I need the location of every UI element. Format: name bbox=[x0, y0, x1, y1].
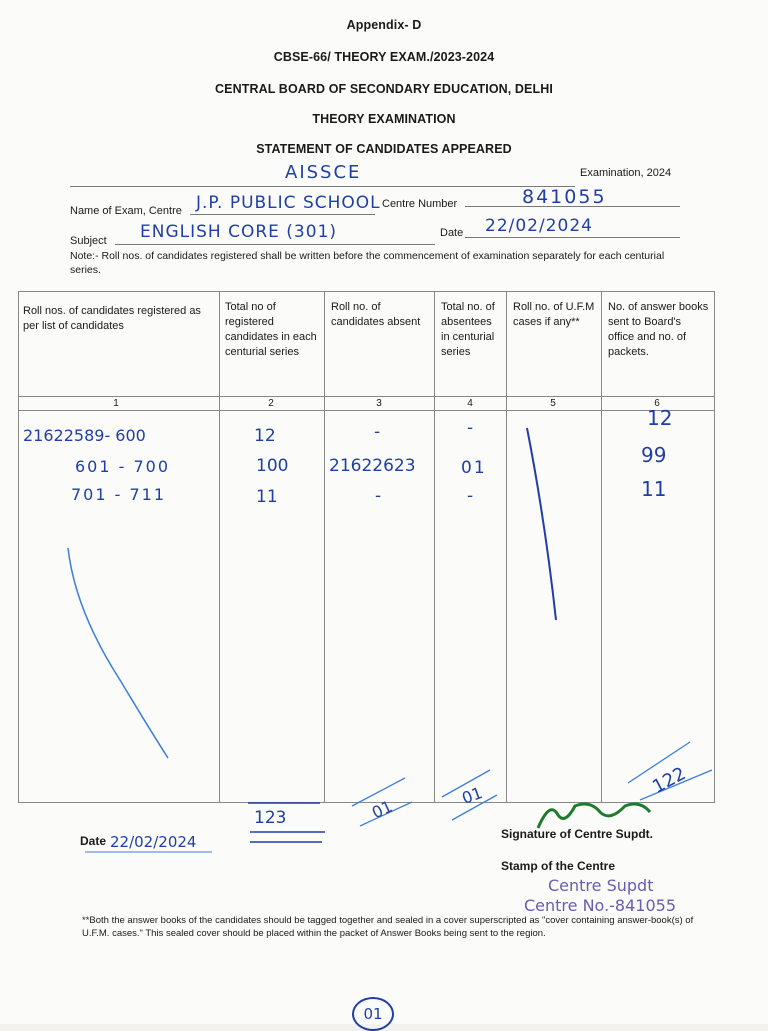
col-header-ufm: Roll no. of U.F.M cases if any** bbox=[513, 301, 595, 328]
subject-label: Subject bbox=[70, 235, 107, 247]
col-header-absent-roll: Roll no. of candidates absent bbox=[331, 301, 421, 328]
row-1-roll: 21622589- 600 bbox=[23, 426, 146, 445]
centre-number-label: Centre Number bbox=[382, 198, 458, 210]
col-header-absentees: Total no. of absentees in centurial series bbox=[441, 301, 495, 358]
page-number: 01 bbox=[352, 997, 394, 1031]
total-books-sum: 122 bbox=[649, 763, 690, 798]
col-header-roll-nos: Roll nos. of candidates registered as per list of candidates bbox=[23, 305, 201, 332]
col-number: 2 bbox=[268, 398, 274, 409]
row-2-roll: 601 - 700 bbox=[75, 457, 171, 476]
footer-date-label: Date bbox=[80, 834, 107, 848]
stamp-line-1: Centre Supdt bbox=[548, 876, 654, 895]
cancel-stroke bbox=[527, 428, 556, 620]
footnote: **Both the answer books of the candidates should be tagged together and sealed in a cover superscripted as "cover containing answer-book(s) of U.F.M. cases." This sealed cover should be placed within the packet of Answer Books being sent to the region. bbox=[82, 915, 694, 939]
centre-name-value: J.P. PUBLIC SCHOOL bbox=[196, 193, 381, 213]
col-number: 1 bbox=[113, 398, 119, 409]
exam-type: THEORY EXAMINATION bbox=[312, 112, 456, 126]
row-2-total: 100 bbox=[256, 456, 289, 476]
total-stroke bbox=[250, 832, 325, 842]
signature-scribble bbox=[538, 804, 650, 828]
row-1-absent: - bbox=[374, 422, 381, 442]
exam-value: AISSCE bbox=[285, 162, 362, 183]
subject-value: ENGLISH CORE (301) bbox=[140, 222, 338, 242]
total-registered-sum: 123 bbox=[254, 808, 287, 828]
date-label: Date bbox=[440, 227, 464, 239]
exam-code: CBSE-66/ THEORY EXAM./2023-2024 bbox=[273, 50, 495, 64]
col-number: 4 bbox=[467, 398, 473, 409]
total-absentees-sum: 01 bbox=[459, 783, 485, 808]
note-text: Note:- Roll nos. of candidates registered shall be written before the commencement of examination separately for each centurial series. bbox=[70, 250, 665, 276]
stamp-label: Stamp of the Centre bbox=[501, 859, 616, 873]
date-value: 22/02/2024 bbox=[485, 216, 593, 236]
row-2-absent: 21622623 bbox=[329, 456, 416, 476]
col-number: 6 bbox=[654, 398, 660, 409]
row-3-absent: - bbox=[375, 486, 382, 506]
row-1-books: 12 bbox=[647, 406, 673, 430]
row-3-roll: 701 - 711 bbox=[71, 485, 167, 504]
row-3-absentees: - bbox=[467, 486, 474, 506]
statement-title: STATEMENT OF CANDIDATES APPEARED bbox=[256, 142, 512, 156]
centre-number-value: 841055 bbox=[522, 186, 607, 208]
row-3-books: 11 bbox=[641, 477, 667, 501]
row-3-total: 11 bbox=[256, 487, 278, 507]
cancel-stroke bbox=[68, 548, 168, 758]
col-number: 5 bbox=[550, 398, 556, 409]
col-number: 3 bbox=[376, 398, 382, 409]
appendix-label: Appendix- D bbox=[346, 18, 422, 32]
col-header-total-registered: Total no of registered candidates in each centurial series bbox=[225, 301, 317, 358]
footer-date-value: 22/02/2024 bbox=[110, 833, 197, 851]
stamp-line-2: Centre No.-841055 bbox=[524, 896, 676, 915]
centre-name-label: Name of Exam, Centre bbox=[70, 205, 182, 217]
exam-suffix: Examination, 2024 bbox=[580, 167, 672, 179]
col-header-answer-books: No. of answer books sent to Board's office and no. of packets. bbox=[608, 301, 709, 358]
row-2-absentees: 01 bbox=[461, 458, 487, 478]
row-2-books: 99 bbox=[641, 443, 667, 467]
signature-label: Signature of Centre Supdt. bbox=[501, 827, 654, 841]
board-name: CENTRAL BOARD OF SECONDARY EDUCATION, DELHI bbox=[215, 82, 553, 96]
total-absent-sum: 01 bbox=[368, 796, 396, 823]
row-1-absentees: - bbox=[467, 418, 474, 438]
row-1-total: 12 bbox=[254, 426, 276, 446]
